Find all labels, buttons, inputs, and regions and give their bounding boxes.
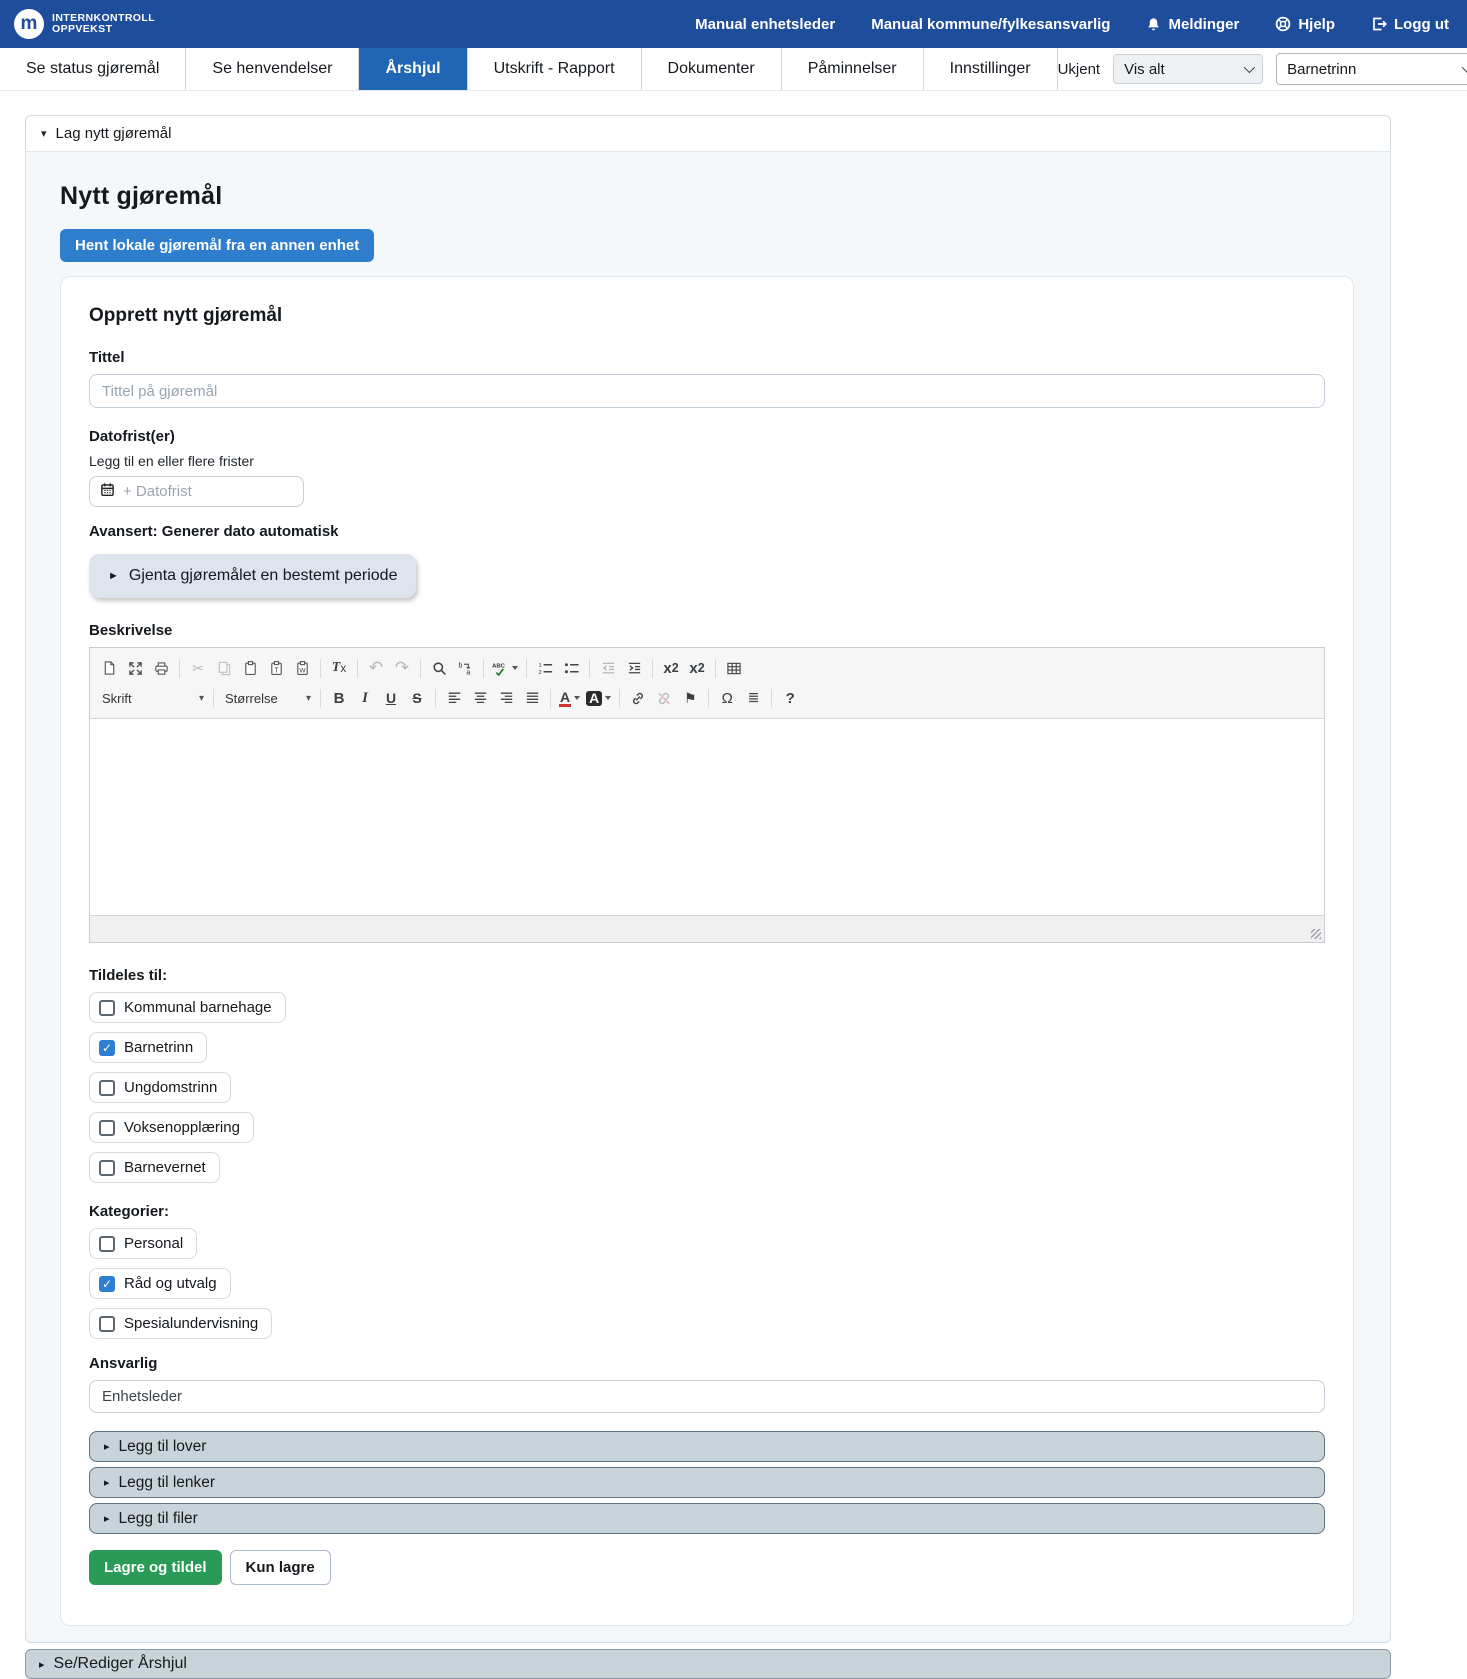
horizontal-lines-icon[interactable]	[740, 686, 766, 710]
checkbox-label: Barnevernet	[124, 1159, 206, 1176]
tab-utskrift-rapport[interactable]: Utskrift - Rapport	[468, 48, 642, 90]
checkbox-label: Spesialundervisning	[124, 1315, 259, 1332]
checkbox-voksenopplaering[interactable]	[89, 1112, 254, 1143]
editor-footer	[90, 915, 1324, 942]
help-icon	[1275, 16, 1291, 32]
status-filter-value: Vis alt	[1124, 60, 1165, 78]
bg-color-letter: A	[586, 691, 602, 706]
header-nav	[695, 16, 1449, 33]
checkbox-label: Råd og utvalg	[124, 1275, 217, 1292]
editor-toolbar	[90, 648, 1324, 719]
subscript-icon[interactable]	[658, 656, 684, 680]
spellcheck-icon[interactable]	[489, 656, 521, 680]
numbered-list-icon[interactable]	[532, 656, 558, 680]
toolbar-separator	[619, 689, 620, 708]
toolbar-separator	[213, 689, 214, 708]
create-task-card	[60, 276, 1354, 1626]
checkbox-ungdomstrinn[interactable]	[89, 1072, 231, 1103]
replace-icon[interactable]	[452, 656, 478, 680]
datofrist-label: Datofrist(er)	[89, 428, 175, 445]
datofrist-field[interactable]	[89, 476, 304, 507]
editor-content-area[interactable]	[90, 719, 1324, 915]
toolbar-separator	[435, 689, 436, 708]
checkbox-icon	[99, 1080, 115, 1096]
align-center-icon[interactable]	[467, 686, 493, 710]
tab-paminnelser[interactable]: Påminnelser	[782, 48, 924, 90]
caret-right-icon: ▸	[104, 1477, 110, 1489]
status-filter-select[interactable]	[1113, 54, 1263, 84]
nav-manual-enhetsleder[interactable]	[695, 16, 835, 33]
spell-abc: ABC	[492, 662, 505, 669]
nav-label: Manual kommune/fylkesansvarlig	[871, 15, 1111, 33]
nav-label: Manual enhetsleder	[695, 15, 836, 33]
create-task-panel	[25, 115, 1391, 1643]
decrease-indent-icon	[595, 656, 621, 680]
checkbox-label: Kommunal barnehage	[124, 999, 272, 1016]
caret-right-icon: ►	[108, 570, 119, 582]
checkbox-label: Ungdomstrinn	[124, 1079, 218, 1096]
size-select-value: Størrelse	[225, 690, 278, 706]
editor-toolbar-row-2	[96, 683, 1318, 713]
import-local-tasks-button[interactable]: Hent lokale gjøremål fra en annen enhet	[60, 229, 374, 262]
bold-icon[interactable]: B	[333, 689, 345, 707]
remove-format-x: x	[340, 661, 347, 675]
save-and-assign-button[interactable]: Lagre og tildel	[89, 1550, 222, 1585]
caret-right-icon: ▸	[104, 1441, 110, 1453]
toolbar-separator	[550, 689, 551, 708]
checkbox-icon	[99, 1236, 115, 1252]
brand-line1: INTERNKONTROLL	[52, 11, 156, 24]
caret-right-icon: ▸	[39, 1658, 45, 1671]
copy-icon	[211, 656, 237, 680]
checkbox-icon	[99, 1160, 115, 1176]
brand	[14, 9, 155, 39]
checkbox-label: Personal	[124, 1235, 184, 1252]
font-select-value: Skrift	[102, 690, 132, 706]
beskrivelse-label: Beskrivelse	[89, 622, 173, 639]
nav-label: Hjelp	[1298, 15, 1336, 33]
checkbox-icon	[99, 1040, 115, 1056]
toolbar-separator	[357, 659, 358, 678]
card-title: Opprett nytt gjøremål	[89, 305, 283, 326]
checkbox-barnetrinn[interactable]	[89, 1032, 207, 1063]
save-button-row	[89, 1550, 1325, 1585]
background-color-icon[interactable]	[583, 686, 614, 710]
ansvarlig-select[interactable]: Enhetsleder	[89, 1380, 1325, 1413]
checkbox-icon	[99, 1000, 115, 1016]
new-page-icon[interactable]	[96, 656, 122, 680]
brand-text	[52, 13, 155, 36]
undo-icon: ↶	[368, 658, 384, 677]
tab-innstillinger[interactable]: Innstillinger	[924, 48, 1058, 90]
kategorier-label: Kategorier:	[89, 1203, 170, 1220]
tab-se-status-gjoremal[interactable]: Se status gjøremål	[0, 48, 186, 90]
checkbox-label: Barnetrinn	[124, 1039, 194, 1056]
nav-manual-kommune[interactable]	[871, 16, 1110, 33]
tab-arshjul[interactable]: Årshjul	[359, 48, 467, 90]
brand-logo-icon: m	[14, 9, 44, 39]
table-icon[interactable]	[721, 656, 747, 680]
logout-icon	[1371, 16, 1387, 32]
toolbar-separator	[771, 689, 772, 708]
nav-hjelp[interactable]	[1275, 16, 1335, 33]
toolbar-separator	[715, 659, 716, 678]
create-task-panel-body	[26, 152, 1390, 1642]
toolbar-separator	[320, 659, 321, 678]
footer-toggle-label: Se/Rediger Årshjul	[53, 1655, 187, 1672]
checkbox-barnevernet[interactable]	[89, 1152, 220, 1183]
accordion-label: Legg til lenker	[118, 1473, 216, 1491]
unlink-icon	[651, 686, 677, 710]
accordion-legg-til-lover[interactable]	[89, 1431, 1325, 1462]
toolbar-separator	[179, 659, 180, 678]
beskrivelse-editor	[89, 647, 1325, 943]
svg-text:W: W	[298, 667, 306, 675]
datofrist-input[interactable]	[123, 483, 293, 500]
checkbox-spesialundervisning[interactable]	[89, 1308, 272, 1339]
svg-text:b: b	[458, 662, 463, 670]
accordion-legg-til-filer[interactable]	[89, 1503, 1325, 1534]
paste-icon[interactable]	[237, 656, 263, 680]
chevron-down-icon	[1244, 62, 1255, 73]
gjenta-toggle-label: Gjenta gjøremålet en bestemt periode	[128, 567, 398, 584]
dropdown-arrow-icon: ▾	[305, 692, 311, 704]
text-color-letter: A	[560, 688, 571, 705]
accordion-legg-til-lenker[interactable]	[89, 1467, 1325, 1498]
checkbox-icon	[99, 1276, 115, 1292]
toolbar-separator	[652, 659, 653, 678]
toolbar-separator	[708, 689, 709, 708]
nav-label: Logg ut	[1394, 15, 1449, 33]
create-task-panel-toggle[interactable]	[26, 116, 1390, 152]
resize-grip-icon[interactable]	[1311, 929, 1321, 939]
checkbox-label: Voksenopplæring	[124, 1119, 240, 1136]
brand-line2: OPPVEKST	[52, 23, 113, 35]
accordion-label: Legg til filer	[118, 1509, 198, 1527]
special-character-icon[interactable]: Ω	[721, 689, 733, 707]
nav-label: Meldinger	[1168, 15, 1240, 33]
app-header	[0, 0, 1467, 48]
calendar-icon	[100, 482, 115, 502]
tab-se-henvendelser[interactable]: Se henvendelser	[186, 48, 359, 90]
tittel-label: Tittel	[89, 349, 125, 366]
toolbar-separator	[320, 689, 321, 708]
align-left-icon[interactable]	[441, 686, 467, 710]
cut-icon: ✂	[192, 659, 204, 676]
unit-filter-select[interactable]	[1276, 53, 1467, 85]
align-right-icon[interactable]	[493, 686, 519, 710]
toolbar-separator	[420, 659, 421, 678]
remove-format-t: T	[331, 660, 341, 675]
italic-icon[interactable]: I	[362, 689, 368, 706]
text-color-icon[interactable]	[556, 686, 583, 710]
datofrist-hint: Legg til en eller flere frister	[89, 453, 254, 469]
checkbox-rad-og-utvalg[interactable]	[89, 1268, 231, 1299]
page-title: Nytt gjøremål	[60, 182, 223, 210]
tab-filters	[1058, 48, 1467, 90]
checkbox-icon	[99, 1316, 115, 1332]
align-justify-icon[interactable]	[519, 686, 545, 710]
maximize-icon[interactable]	[122, 656, 148, 680]
find-icon[interactable]	[426, 656, 452, 680]
gjenta-periode-toggle[interactable]	[89, 554, 416, 598]
unit-filter-value: Barnetrinn	[1287, 60, 1357, 78]
remove-format-icon[interactable]	[326, 656, 352, 680]
sup-small: 2	[697, 661, 705, 675]
filter-label: Ukjent	[1057, 60, 1101, 78]
paste-from-word-icon[interactable]	[289, 656, 315, 680]
svg-text:T: T	[273, 667, 279, 675]
toolbar-separator	[589, 659, 590, 678]
tab-dokumenter[interactable]: Dokumenter	[642, 48, 782, 90]
checkbox-kommunal-barnehage[interactable]	[89, 992, 286, 1023]
font-select[interactable]	[96, 687, 208, 709]
dropdown-arrow-icon	[512, 666, 518, 670]
caret-down-icon: ▾	[41, 128, 47, 140]
link-icon[interactable]	[625, 686, 651, 710]
caret-right-icon: ▸	[104, 1513, 110, 1525]
increase-indent-icon[interactable]	[621, 656, 647, 680]
chevron-down-icon	[1462, 62, 1467, 73]
accordion-label: Legg til lover	[118, 1437, 207, 1455]
about-editor-icon[interactable]: ?	[785, 689, 795, 707]
nav-meldinger[interactable]	[1146, 16, 1239, 33]
dropdown-arrow-icon	[574, 696, 580, 700]
sub-small: 2	[671, 661, 679, 675]
toolbar-separator	[483, 659, 484, 678]
tittel-input[interactable]	[89, 374, 1325, 408]
tildeles-label: Tildeles til:	[89, 967, 168, 984]
checkbox-icon	[99, 1120, 115, 1136]
save-only-button[interactable]: Kun lagre	[230, 1550, 331, 1585]
nav-logg-ut[interactable]	[1371, 16, 1449, 33]
avansert-label: Avansert: Generer dato automatisk	[89, 523, 339, 540]
svg-text:1: 1	[537, 662, 542, 669]
editor-toolbar-row-1	[96, 653, 1318, 683]
bell-icon	[1146, 16, 1161, 32]
sup-base: x	[689, 659, 698, 677]
panel-toggle-label: Lag nytt gjøremål	[55, 125, 172, 142]
size-select[interactable]	[219, 687, 315, 709]
dropdown-arrow-icon	[605, 696, 611, 700]
sub-base: x	[663, 659, 672, 677]
svg-text:a: a	[466, 669, 471, 676]
paste-plain-text-icon[interactable]	[263, 656, 289, 680]
superscript-icon[interactable]	[684, 656, 710, 680]
bulleted-list-icon[interactable]	[558, 656, 584, 680]
se-rediger-arshjul-toggle[interactable]	[25, 1649, 1391, 1679]
dropdown-arrow-icon: ▾	[198, 692, 204, 704]
anchor-flag-icon[interactable]: ⚑	[683, 689, 697, 706]
toolbar-separator	[526, 659, 527, 678]
tab-bar	[0, 48, 1467, 91]
svg-text:2: 2	[537, 669, 542, 676]
strikethrough-icon[interactable]: S	[412, 690, 422, 706]
print-icon[interactable]	[148, 656, 174, 680]
redo-icon: ↷	[394, 658, 410, 677]
ansvarlig-label: Ansvarlig	[89, 1355, 158, 1372]
underline-icon[interactable]: U	[385, 690, 397, 706]
checkbox-personal[interactable]	[89, 1228, 197, 1259]
